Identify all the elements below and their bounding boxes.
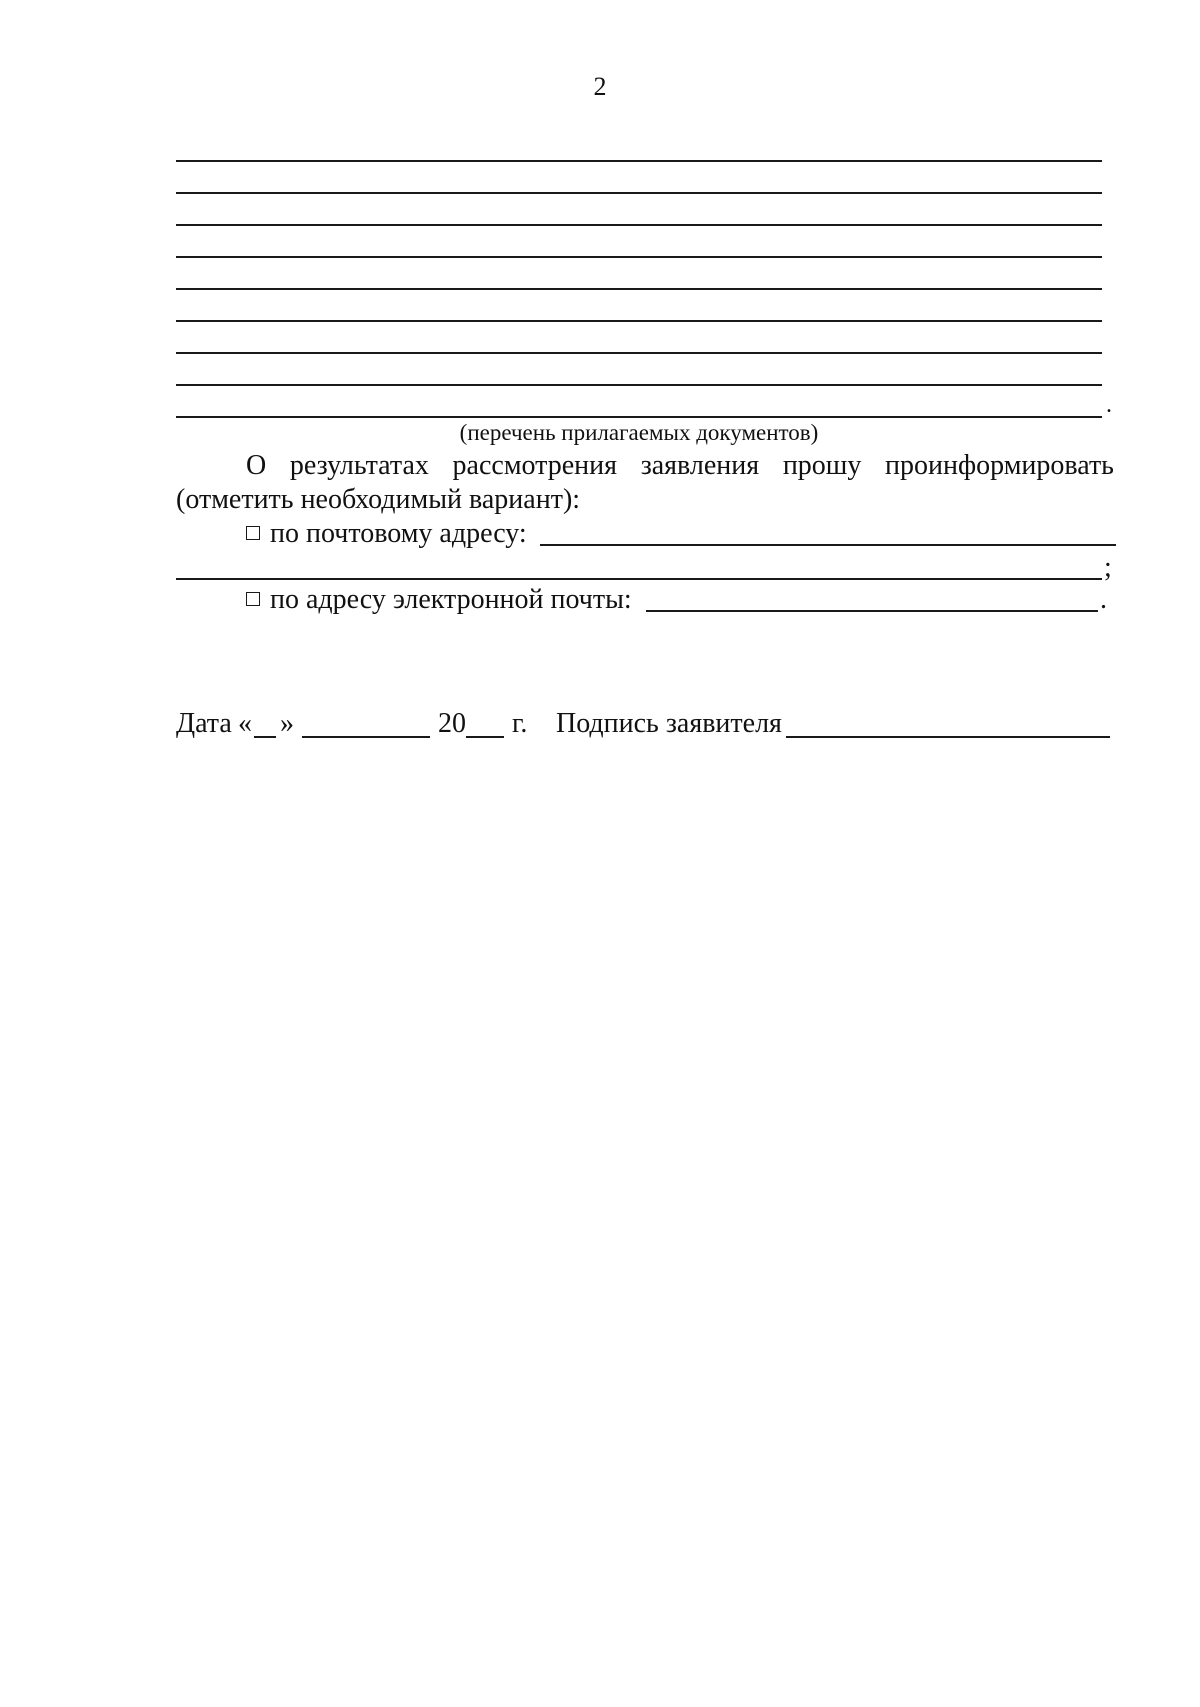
document-list-caption: (перечень прилагаемых документов)	[459, 420, 819, 445]
intro-word: О	[246, 450, 267, 481]
email-end-mark: .	[1100, 584, 1107, 615]
document-list-line[interactable]	[176, 384, 1102, 386]
document-list-line[interactable]	[176, 192, 1102, 194]
postal-address-checkbox[interactable]	[246, 526, 260, 540]
quote-open: «	[238, 708, 252, 739]
month-field[interactable]	[302, 736, 430, 738]
email-checkbox[interactable]	[246, 592, 260, 606]
email-option[interactable]	[246, 584, 632, 616]
document-list-end-mark: .	[1106, 392, 1112, 418]
year-suffix: г.	[512, 708, 528, 739]
year-field[interactable]	[466, 736, 504, 738]
postal-address-field[interactable]	[540, 544, 1116, 546]
page-number: 2	[593, 72, 607, 101]
date-label: Дата	[176, 708, 232, 739]
day-field[interactable]	[254, 736, 276, 738]
document-list-line[interactable]	[176, 224, 1102, 226]
intro-word: результатах	[289, 450, 429, 481]
year-prefix: 20	[438, 708, 466, 739]
document-list-line[interactable]	[176, 320, 1102, 322]
notification-intro-line	[246, 450, 1114, 482]
document-list-line[interactable]	[176, 416, 1102, 418]
email-label: по адресу электронной почты:	[270, 584, 632, 615]
document-list-line[interactable]	[176, 352, 1102, 354]
signature-field[interactable]	[786, 736, 1110, 738]
intro-word: проинформировать	[885, 450, 1114, 481]
postal-address-end-mark: ;	[1104, 552, 1112, 583]
document-list-line[interactable]	[176, 288, 1102, 290]
document-list-line[interactable]	[176, 256, 1102, 258]
postal-address-field-continuation[interactable]	[176, 578, 1102, 580]
intro-word: заявления	[640, 450, 760, 481]
notification-instruction: (отметить необходимый вариант):	[176, 484, 581, 515]
postal-address-option[interactable]	[246, 518, 527, 550]
intro-word: рассмотрения	[452, 450, 618, 481]
email-field[interactable]	[646, 610, 1098, 612]
document-list-line[interactable]	[176, 160, 1102, 162]
quote-close: »	[280, 708, 294, 739]
signature-label: Подпись заявителя	[556, 708, 782, 739]
intro-word: прошу	[782, 450, 862, 481]
postal-address-label: по почтовому адресу:	[270, 518, 527, 549]
